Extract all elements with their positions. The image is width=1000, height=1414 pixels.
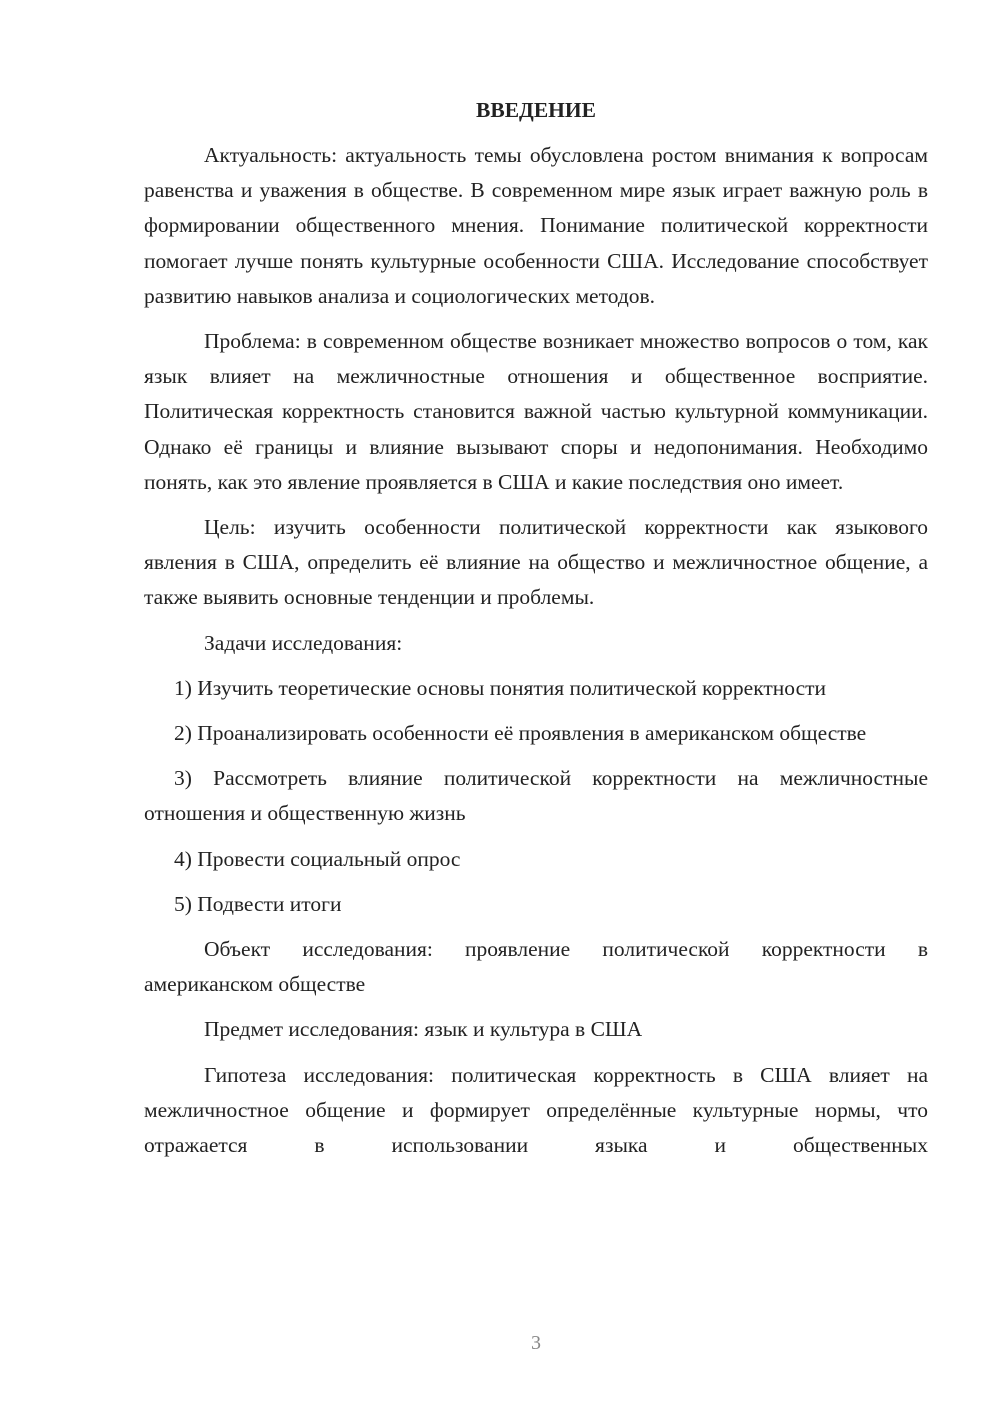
- paragraph-relevance: Актуальность: актуальность темы обусловлена ростом внимания к вопросам равенства и уважения в обществе. В современном мире язык играет важную роль в формировании общественного мнения. Понимание политической корректности помогает лучше понять культурные особенности США. Исследование способствует развитию навыков анализа и социологических методов.: [144, 143, 928, 308]
- task-item-3: 3) Рассмотреть влияние политической корректности на межличностные отношения и общественную жизнь: [144, 766, 928, 826]
- task-item-4: 4) Провести социальный опрос: [174, 846, 461, 871]
- task-item-5: 5) Подвести итоги: [174, 891, 342, 916]
- page-number: 3: [531, 1332, 541, 1354]
- page-body: [144, 93, 928, 1173]
- section-heading: ВВЕДЕНИЕ: [476, 98, 596, 122]
- paragraph-goal: Цель: изучить особенности политической корректности как языкового явления в США, определить её влияние на общество и межличностное общение, а также выявить основные тенденции и проблемы.: [144, 515, 928, 610]
- paragraph-hypothesis: Гипотеза исследования: политическая корректность в США влияет на межличностное общение и формирует определённые культурные нормы, что отражается в использовании языка и общественных: [144, 1062, 928, 1158]
- paragraph-subject: Предмет исследования: язык и культура в США: [204, 1017, 643, 1042]
- task-item-1: 1) Изучить теоретические основы понятия политической корректности: [174, 675, 827, 700]
- task-item-2: 2) Проанализировать особенности её проявления в американском обществе: [174, 721, 867, 746]
- paragraph-tasks-intro: Задачи исследования:: [204, 630, 403, 655]
- paragraph-object: Объект исследования: проявление политической корректности в американском обществе: [144, 937, 928, 997]
- paragraph-problem: Проблема: в современном обществе возникает множество вопросов о том, как язык влияет на межличностные отношения и общественное восприятие. Политическая корректность становится важной частью культурной коммуникации. Однако её границы и влияние вызывают споры и недопонимания. Необходимо понять, как это явление проявляется в США и какие последствия оно имеет.: [144, 329, 928, 494]
